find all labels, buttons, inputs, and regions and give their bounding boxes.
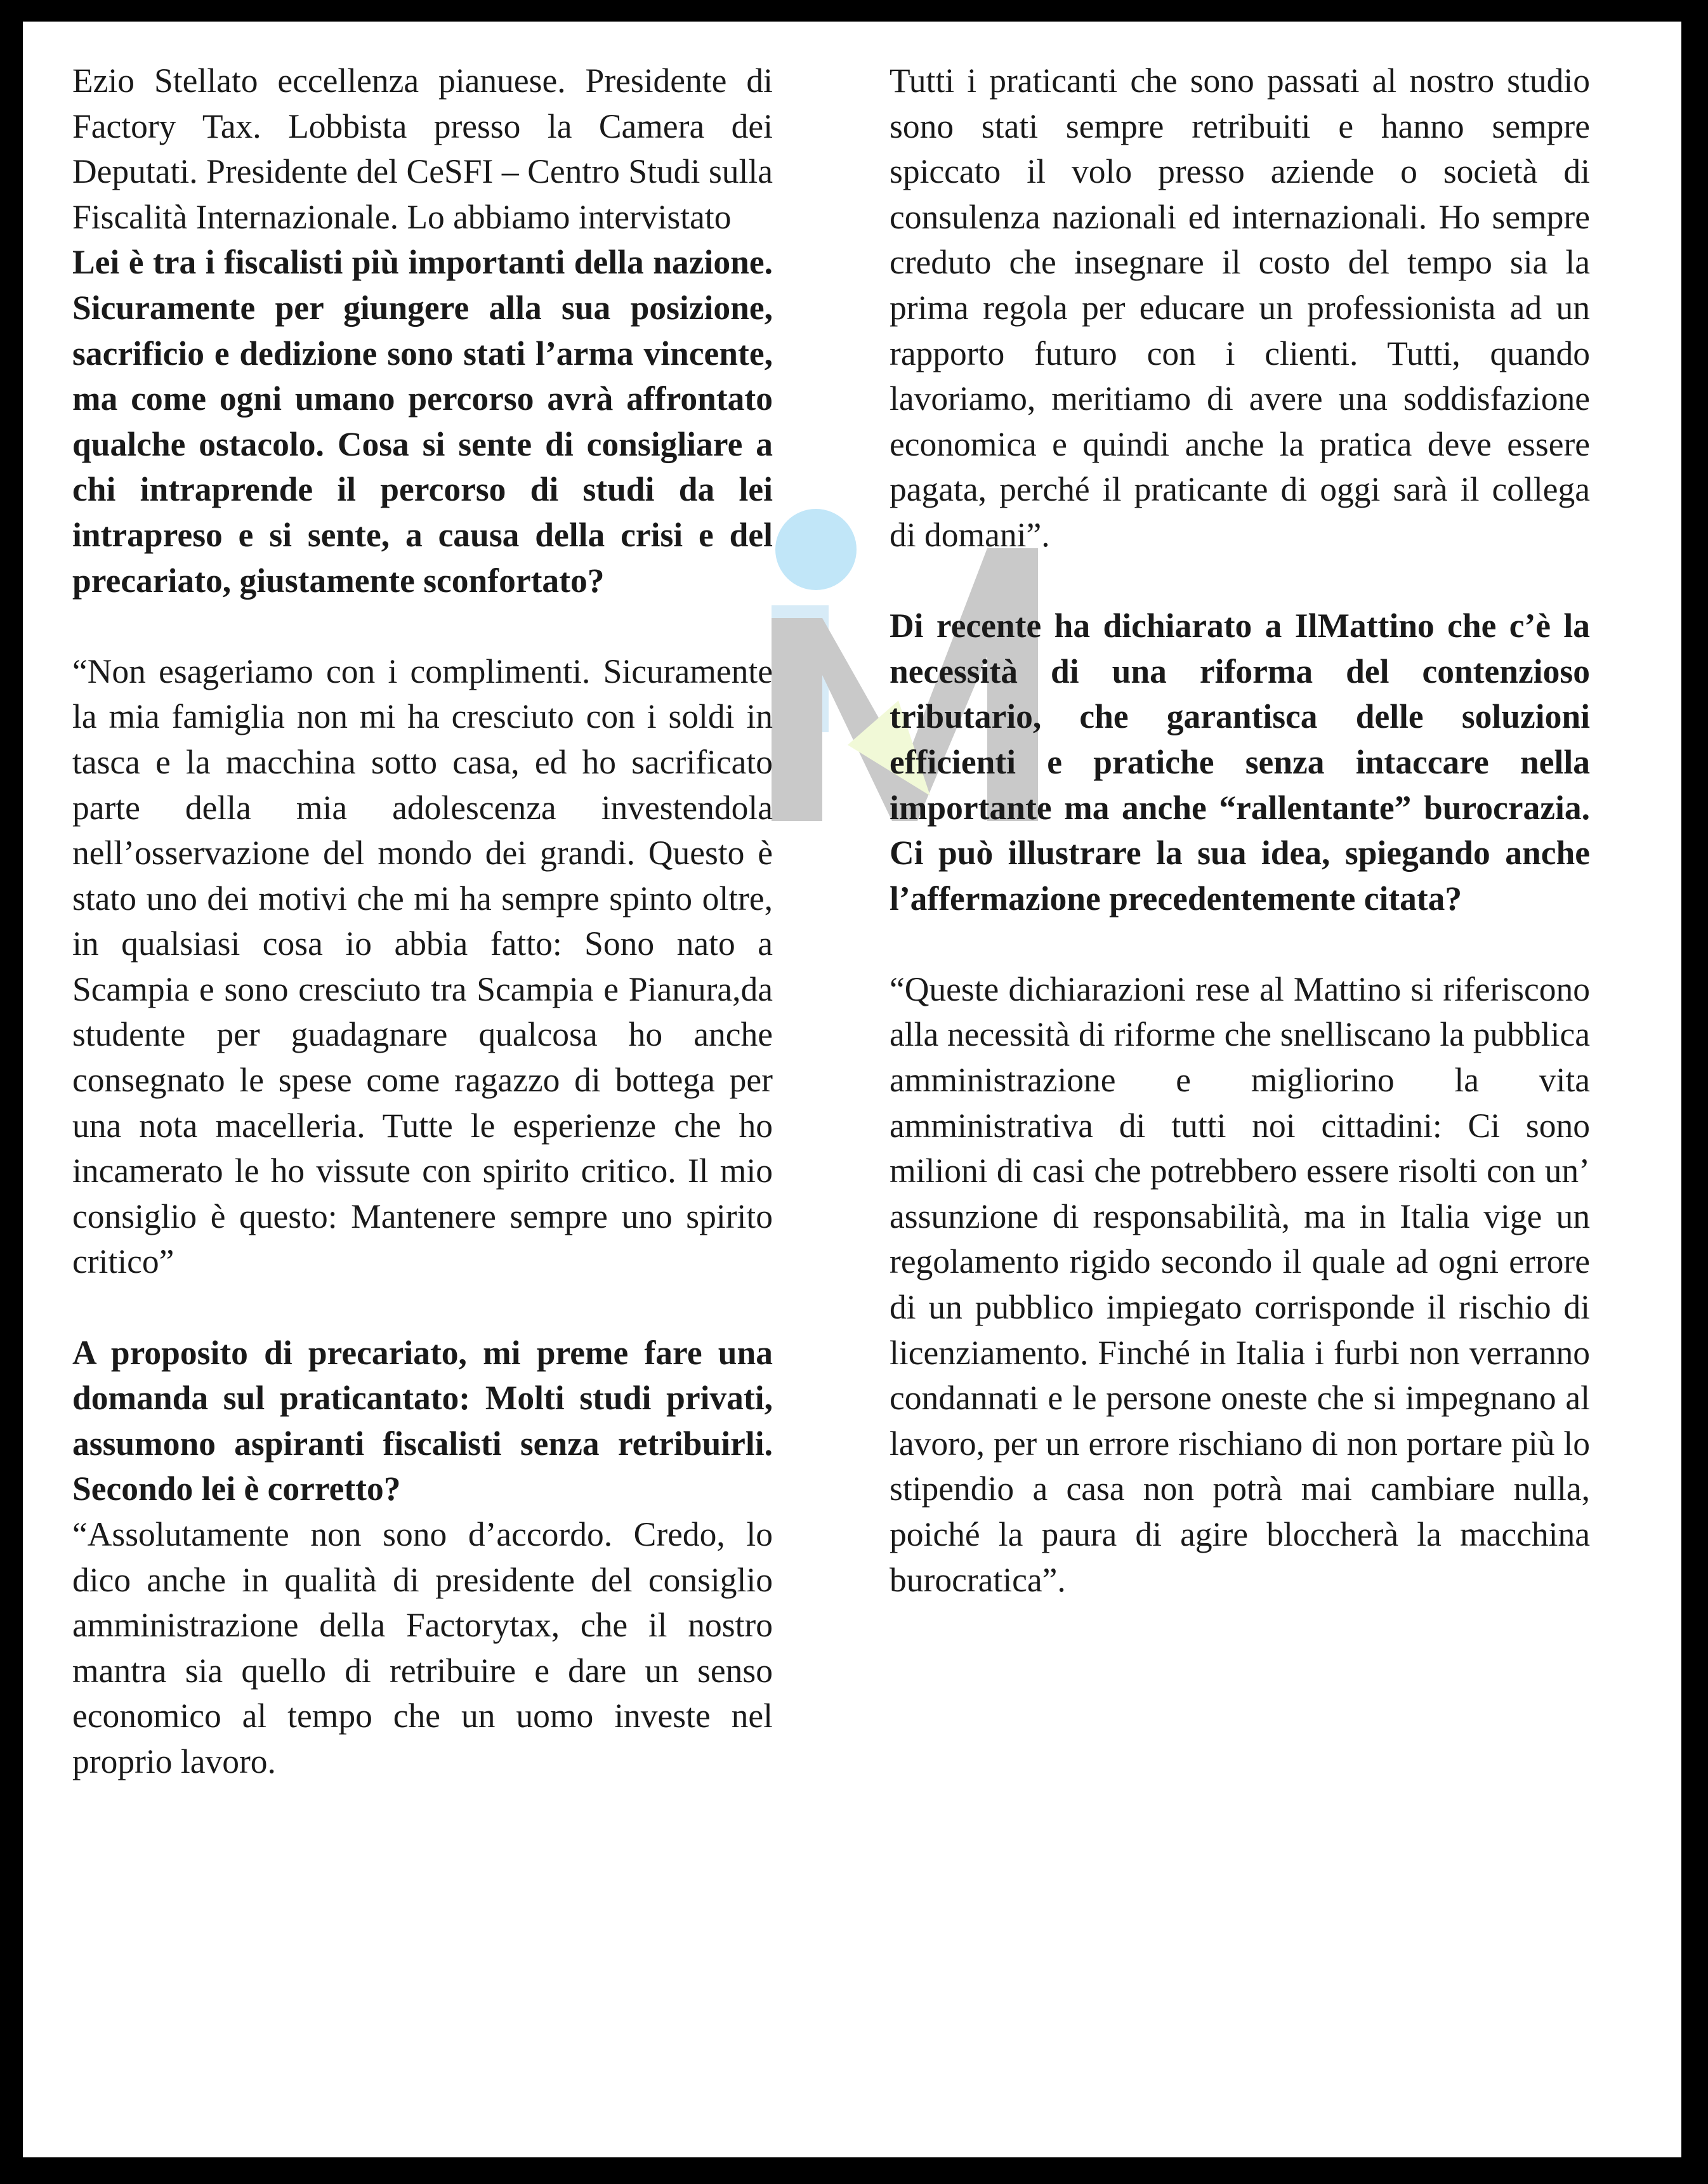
spacer [890,921,1590,967]
spacer [72,1285,773,1331]
watermark-circle [775,509,857,590]
right-column [890,58,1590,1603]
spacer [72,603,773,649]
spacer [890,558,1590,604]
article-page [23,22,1681,2157]
question-1: Lei è tra i fiscalisti più importanti della nazione. Sicuramente per giungere alla sua posizione, sacrificio e dedizione sono stati l’arma vincente, ma come ogni umano percorso avrà affrontato qualche ostacolo. Cosa si sente di consigliare a chi intraprende il percorso di studi da lei intrapreso e si sente, a causa della crisi e del precariato, giustamente sconfortato? [72,243,773,600]
answer-3: “Queste dichiarazioni rese al Mattino si riferiscono alla necessità di riforme che snelliscano la pubblica amministrazione e migliorino la vita amministrativa di tutti noi cittadini: Ci sono milioni di casi che potrebbero essere risolti con un’ assunzione di responsabilità, ma in Italia vige un regolamento rigido secondo il quale ad ogni errore di un pubblico impiegato corrisponde il rischio di licenziamento. Finché in Italia i furbi non verranno condannati e le persone oneste che si impegnano al lavoro, per un errore rischiano di non portare più lo stipendio a casa non potrà mai cambiare nulla, poiché la paura di agire bloccherà la macchina burocratica”. [890,970,1590,1599]
answer-1: “Non esageriamo con i complimenti. Sicuramente la mia famiglia non mi ha cresciuto con i soldi in tasca e la macchina sotto casa, ed ho sacrificato parte della mia adolescenza investendola nell’osservazione del mondo dei grandi. Questo è stato uno dei motivi che mi ha sempre spinto oltre, in qualsiasi cosa io abbia fatto: Sono nato a Scampia e sono cresciuto tra Scampia e Pianura,da studente per guadagnare qualcosa ho anche consegnato le spese come ragazzo di bottega per una nota macelleria. Tutte le esperienze che ho incamerato le ho vissute con spirito critico. Il mio consiglio è questo: Mantenere sempre uno spirito critico” [72,652,773,1281]
intro-paragraph: Ezio Stellato eccellenza pianuese. Presidente di Factory Tax. Lobbista presso la Camera dei Deputati. Presidente del CeSFI – Centro Studi sulla Fiscalità Internazionale. Lo abbiamo intervistato [72,62,773,236]
answer-2: “Assolutamente non sono d’accordo. Credo, lo dico anche in qualità di presidente del consiglio amministrazione della Factorytax, che il nostro mantra sia quello di retribuire e dare un senso economico al tempo che un uomo investe nel proprio lavoro. [72,1515,773,1780]
answer-2-continued: Tutti i praticanti che sono passati al nostro studio sono stati sempre retribuiti e hanno sempre spiccato il volo presso aziende o società di consulenza nazionali ed internazionali. Ho sempre creduto che insegnare il costo del tempo sia la prima regola per educare un professionista ad un rapporto futuro con i clienti. Tutti, quando lavoriamo, meritiamo di avere una soddisfazione economica e quindi anche la pratica deve essere pagata, perché il praticante di oggi sarà il collega di domani”. [890,62,1590,554]
question-3: Di recente ha dichiarato a IlMattino che c’è la necessità di una riforma del contenzioso tributario, che garantisca delle soluzioni efficienti e pratiche senza intaccare nella importante ma anche “rallentante” burocrazia. Ci può illustrare la sua idea, spiegando anche l’affermazione precedentemente citata? [890,607,1590,918]
left-column [72,58,773,1785]
question-2: A proposito di precariato, mi preme fare una domanda sul praticantato: Molti studi privati, assumono aspiranti fiscalisti senza retribuirli. Secondo lei è corretto? [72,1333,773,1508]
